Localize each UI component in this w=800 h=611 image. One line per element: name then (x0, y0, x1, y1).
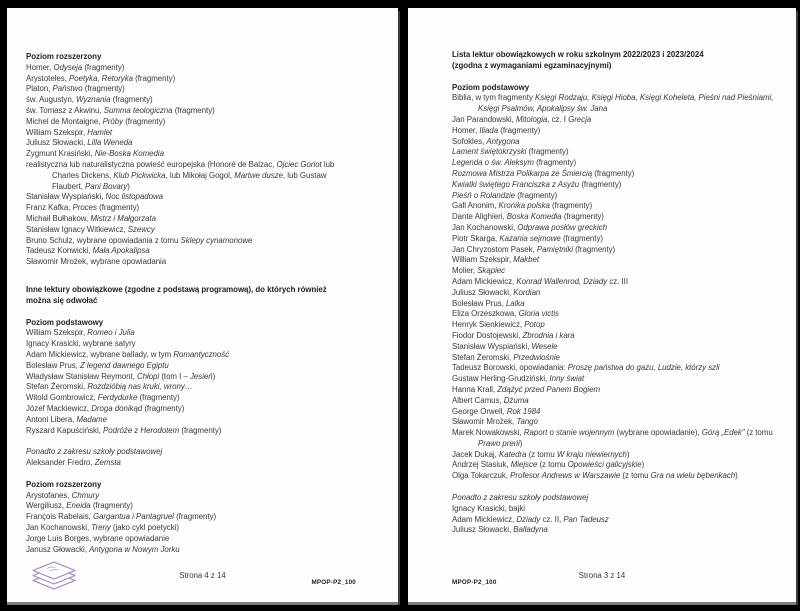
text-segment: Sławomir Mrożek, (452, 417, 517, 427)
text-segment: Stanisław Wyspiański, (26, 192, 106, 202)
text-segment: Michel de Montaigne, (26, 116, 103, 126)
text-segment: (fragmenty) (179, 425, 222, 435)
text-segment: (z tomu (537, 460, 568, 470)
text-line (452, 277, 794, 288)
text-segment: Ferdydurke (97, 393, 138, 403)
text-segment: (jako cykl poetycki) (110, 523, 179, 533)
text-line (26, 426, 395, 437)
text-segment: Flaubert, (52, 181, 86, 191)
text-segment: Wesele (531, 341, 558, 351)
text-line (452, 342, 794, 353)
text-segment: William Szekspir, (26, 328, 88, 338)
text-line (452, 115, 794, 126)
text-segment: cz. III (607, 276, 629, 286)
text-segment: Adam Mickiewicz, (452, 514, 517, 524)
text-segment: Inne lektury obowiązkowe (zgodne z podstawą programową), do których również (26, 284, 327, 294)
text-segment: Boska Komedia (506, 212, 562, 222)
text-line (26, 257, 395, 268)
text-segment: Gargantua i Pantagruel (92, 512, 174, 522)
text-segment: Lista lektur obowiązkowych w roku szkolnym 2022/2023 i 2023/2024 (452, 50, 704, 59)
text-segment: Pamiętniki (536, 244, 573, 254)
text-segment: Mała Apokalipsa (92, 246, 150, 256)
text-segment: Kronika polska (498, 201, 550, 211)
text-segment: Lalka (505, 298, 525, 308)
text-segment: Janusz Głowacki, (26, 544, 90, 554)
text-segment: Antygona (486, 136, 520, 146)
text-segment: Fiodor Dostojewski, (452, 330, 523, 340)
text-line (452, 439, 794, 450)
text-segment: Makbet (513, 255, 539, 265)
text-line (26, 296, 395, 307)
text-line (26, 318, 395, 329)
text-segment: Adam Mickiewicz, wybrane ballady, w tym (26, 349, 174, 359)
text-segment: Gra na wielu bębenkach (650, 471, 736, 481)
text-segment: Witold Gombrowicz, (26, 393, 98, 403)
text-line (452, 460, 794, 471)
text-line (452, 169, 794, 180)
text-segment: ) (641, 460, 645, 470)
text-line (26, 534, 395, 545)
text-line (452, 137, 794, 148)
text-segment: Władysław Stanisław Reymont, (26, 371, 137, 381)
text-segment: Bolesław Prus, (26, 360, 80, 370)
text-segment: Andrzej Stasiuk, (452, 460, 511, 470)
text-line (26, 95, 395, 106)
text-segment: Poetyka, Retoryka (69, 73, 133, 83)
text-line (452, 50, 794, 61)
text-segment: Legenda o św. Aleksym (452, 158, 534, 168)
text-segment: Zdążyć przed Panem Bogiem (497, 384, 600, 394)
text-line (452, 212, 794, 223)
text-segment: Rozmowa Mistrza Polikarpa ze Śmiercią (452, 168, 593, 178)
text-segment: (fragmenty) (142, 403, 185, 413)
text-segment: Marek Nowakowski, (452, 428, 524, 438)
text-segment: Grecja (568, 114, 592, 124)
text-segment: (fragmenty) (560, 233, 603, 243)
text-segment: (fragmenty) (90, 501, 133, 511)
text-segment: Summa teologiczna (103, 105, 173, 115)
text-segment: Księgi Psalmów, Apokalipsy św. Jana (478, 104, 608, 114)
text-line (26, 350, 395, 361)
text-segment: Lament świętokrzyski (452, 147, 527, 157)
text-segment: Jorge Luis Borges, wybrane opowiadanie (26, 533, 170, 543)
text-segment: realistyczna lub naturalistyczna powieść europejska (Honoré de Balzac, (26, 159, 277, 169)
text-segment: Ponadto z zakresu szkoły podstawowej (452, 493, 589, 503)
text-segment: Charles Dickens, (52, 170, 114, 180)
text-segment: Ryszard Kapuściński, (26, 425, 103, 435)
text-segment: George Orwell, (452, 406, 507, 416)
text-segment: Potop (524, 320, 545, 330)
text-line (26, 415, 395, 426)
text-segment: Zbrodnia i kara (522, 330, 575, 340)
text-segment: Olga Tokarczuk, (452, 471, 511, 481)
text-segment: Księgi Rodzaju, Księgi Hioba, Księgi Koheleta, Pieśni nad Pieśniami, (535, 93, 774, 103)
text-segment: Homer, (26, 62, 54, 72)
text-line (26, 512, 395, 523)
text-line (26, 149, 395, 160)
text-line (452, 320, 794, 331)
text-segment: Martwe dusze (234, 170, 283, 180)
text-line (452, 288, 794, 299)
text-line (26, 203, 395, 214)
text-segment: Jan Parandowski, (452, 114, 516, 124)
text-line (452, 266, 794, 277)
text-line (26, 128, 395, 139)
text-line (26, 285, 395, 296)
text-segment: Jan Chryzostom Pasek, (452, 244, 537, 254)
text-segment: Stefan Żeromski, (26, 382, 88, 392)
text-segment: Sofokles, (452, 136, 487, 146)
text-segment: Romeo i Julia (87, 328, 135, 338)
text-segment: (fragmenty) (572, 244, 616, 254)
text-line (452, 191, 794, 202)
text-segment: , cz. I (547, 114, 569, 124)
text-segment: Mistrz i Małgorzata (90, 213, 157, 223)
text-segment: Jan Kochanowski, (26, 523, 92, 533)
text-line (452, 223, 794, 234)
text-segment: Droga donikąd (91, 403, 143, 413)
text-segment: Szewcy (127, 224, 155, 234)
text-segment: Antoni Libera, (26, 414, 77, 424)
text-line (452, 126, 794, 137)
text-segment: (z tomu (744, 428, 773, 438)
text-segment: Wyznania (76, 95, 111, 105)
text-segment: Proszę państwa do gazu, Ludzie, którzy szli (567, 363, 720, 373)
text-line (26, 160, 395, 171)
text-segment: Arystoteles, (26, 73, 70, 83)
text-segment: Franz Kafka, (26, 203, 73, 213)
text-segment: Rok 1984 (506, 406, 541, 416)
text-segment: Tadeusz Konwicki, (26, 246, 93, 256)
text-line (452, 83, 794, 94)
text-segment: Z legend dawnego Egiptu (79, 360, 169, 370)
text-segment: Treny (91, 523, 111, 533)
text-line (26, 106, 395, 117)
text-segment: Podróże z Herodotem (103, 425, 180, 435)
text-segment: Jacek Dukaj, (452, 449, 499, 459)
text-segment: Henryk Sienkiewicz, (452, 320, 525, 330)
text-segment: Bolesław Prus, (452, 298, 506, 308)
text-line (26, 84, 395, 95)
text-segment: Pieśń o Rolandzie (452, 190, 516, 200)
text-segment: (fragmenty) (526, 147, 569, 157)
text-segment: Hanna Krall, (452, 384, 498, 394)
text-segment: Ignacy Krasicki, bajki (452, 503, 526, 513)
text-segment: Poziom rozszerzony (26, 52, 102, 61)
text-segment: Gustaw Herling-Grudziński, (452, 374, 550, 384)
text-segment: Raport o stanie wojennym (523, 428, 615, 438)
text-line (452, 147, 794, 158)
text-segment: Wergiliusz, (26, 501, 67, 511)
text-segment: ) (519, 438, 523, 448)
text-line (26, 225, 395, 236)
text-segment: (wybrane opowiadanie), (614, 428, 702, 438)
text-line (26, 138, 395, 149)
text-segment: Aleksander Fredro, (26, 458, 95, 468)
text-segment: Mitologia (515, 114, 548, 124)
text-line (26, 339, 395, 350)
text-segment: św. Tomasz z Akwinu, (26, 105, 104, 115)
text-segment: Eliza Orzeszkowa, (452, 309, 519, 319)
text-segment: (fragmenty) (533, 158, 577, 168)
text-line (452, 396, 794, 407)
text-line (26, 447, 395, 458)
text-segment: Kordian (513, 287, 541, 297)
text-line (26, 328, 395, 339)
text-segment: Arystofanes, (26, 490, 72, 500)
text-segment: ) (212, 371, 216, 381)
text-segment: Państwo (52, 84, 83, 94)
text-line (26, 192, 395, 203)
text-line (26, 74, 395, 85)
text-segment: (zgodna z wymaganiami egzaminacyjnymi) (452, 60, 612, 70)
text-line (452, 104, 794, 115)
text-segment: (z tomu (620, 471, 651, 481)
text-segment: Bruno Schulz, wybrane opowiadania z tomu (26, 235, 181, 245)
text-line (26, 182, 395, 193)
text-segment: Odyseja (53, 62, 83, 72)
text-segment: (fragmenty) (549, 201, 593, 211)
text-segment: W kraju niewiernych (556, 449, 627, 459)
text-segment: Romantyczność (173, 349, 230, 359)
text-segment: lub (321, 159, 335, 169)
text-segment: (fragmenty) (137, 393, 180, 403)
text-segment: Juliusz Słowacki, (452, 525, 514, 535)
text-segment: Gloria victis (518, 309, 559, 319)
text-segment: ) (127, 181, 130, 191)
text-segment: Katedra (498, 449, 527, 459)
text-segment: Dziady (516, 514, 541, 524)
text-line (452, 201, 794, 212)
text-segment: Odprawa posłów greckich (517, 222, 607, 232)
text-segment: Madame (76, 414, 107, 424)
text-line (26, 382, 395, 393)
text-segment: Homer, (452, 125, 480, 135)
text-segment: ) (626, 449, 630, 459)
text-line (26, 236, 395, 247)
form-code: MPOP-P2_100 (311, 579, 356, 586)
text-segment: (fragmenty) (110, 95, 153, 105)
text-segment: (fragmenty) (515, 190, 558, 200)
text-segment: Platon, (26, 84, 53, 94)
text-segment: Juliusz Słowacki, (452, 287, 514, 297)
text-line (452, 450, 794, 461)
text-line (26, 63, 395, 74)
text-line (452, 493, 794, 504)
text-segment: Gall Anonim, (452, 201, 499, 211)
text-line (452, 374, 794, 385)
text-segment: Prawo prerii (478, 438, 520, 448)
text-segment: Sławomir Mrożek, wybrane opowiadania (26, 257, 167, 267)
text-segment: (fragmenty) (173, 512, 217, 522)
text-line (26, 545, 395, 556)
text-segment: Skąpiec (477, 266, 506, 276)
text-segment: Józef Mackiewicz, (26, 403, 92, 413)
text-line (26, 480, 395, 491)
text-line (26, 246, 395, 257)
text-line (452, 407, 794, 418)
text-segment: Juliusz Słowacki, (26, 138, 88, 148)
text-line (452, 515, 794, 526)
text-line (26, 501, 395, 512)
text-segment: Noc listopadowa (105, 192, 163, 202)
text-segment: Opowieści galicyjskie (567, 460, 642, 470)
page-right-content (452, 50, 794, 536)
text-segment: Molier, (452, 266, 478, 276)
text-segment: Michaił Bułhakow, (26, 213, 91, 223)
text-segment: Antygona w Nowym Jorku (89, 544, 180, 554)
text-line (26, 52, 395, 63)
text-segment: (fragmenty) (498, 125, 541, 135)
text-segment: Nie-Boska Komedia (94, 149, 164, 159)
page-left-content (26, 52, 395, 555)
text-segment: Dante Alighieri, (452, 212, 507, 222)
text-segment: (fragmenty) (172, 105, 215, 115)
text-line (452, 234, 794, 245)
text-segment: Miejsce (510, 460, 538, 470)
text-line (452, 471, 794, 482)
text-line (452, 61, 794, 72)
text-line (26, 117, 395, 128)
text-segment: Chmury (71, 490, 100, 500)
text-segment: Iliada (479, 125, 499, 135)
text-line (452, 331, 794, 342)
text-segment: Inny świat (549, 374, 585, 384)
form-code: MPOP-P2_100 (452, 579, 497, 586)
text-segment: (fragmenty) (579, 179, 622, 189)
text-segment: Próby (102, 116, 124, 126)
text-line (452, 93, 794, 104)
text-segment: Albert Camus, (452, 395, 504, 405)
text-segment: św. Augustyn, (26, 95, 77, 105)
text-segment: Proces (72, 203, 97, 213)
text-segment: Pan Tadeusz (563, 514, 609, 524)
text-segment: cz. II, (540, 514, 564, 524)
text-segment: (fragmenty) (133, 73, 176, 83)
text-segment: Piotr Skarga, (452, 233, 500, 243)
text-line (452, 428, 794, 439)
text-segment: Jesień (190, 371, 213, 381)
text-line (26, 404, 395, 415)
text-segment: Tango (516, 417, 538, 427)
text-segment: Stanisław Wyspiański, (452, 341, 532, 351)
text-segment: Dżuma (503, 395, 529, 405)
text-segment: Chłopi (136, 371, 160, 381)
text-segment: Stefan Żeromski, (452, 352, 514, 362)
text-line (452, 245, 794, 256)
text-line (26, 393, 395, 404)
text-segment: Stanisław Ignacy Witkiewicz, (26, 224, 128, 234)
text-line (452, 309, 794, 320)
text-segment: można się odwołać (26, 295, 98, 305)
text-segment: Kazania sejmowe (499, 233, 561, 243)
text-line (452, 417, 794, 428)
text-segment: Ignacy Krasicki, wybrane satyry (26, 339, 136, 349)
text-segment: Pani Bovary (85, 181, 128, 191)
text-line (452, 385, 794, 396)
text-segment: Konrad Wallenrod, Dziady (516, 276, 608, 286)
text-segment: (fragmenty) (82, 62, 125, 72)
text-segment: Adam Mickiewicz, (452, 276, 517, 286)
text-line (26, 171, 395, 182)
text-line (452, 158, 794, 169)
text-segment: Poziom rozszerzony (26, 479, 102, 489)
text-line (452, 353, 794, 364)
text-segment: Jan Kochanowski, (452, 222, 518, 232)
text-segment: (fragmenty) (82, 84, 125, 94)
text-segment: (fragmenty) (561, 212, 604, 222)
text-segment: (fragmenty) (96, 203, 140, 213)
text-segment: William Szekspir, (26, 127, 88, 137)
text-segment: Przedwiośnie (513, 352, 560, 362)
text-segment: Ojciec Goriot (276, 159, 322, 169)
page-number: Strona 3 z 14 (578, 571, 626, 580)
text-segment: Klub Pickwicka (113, 170, 166, 180)
text-segment: Górą „Edek” (701, 428, 745, 438)
text-segment: Profesor Andrews w Warszawie (510, 471, 621, 481)
text-segment: François Rabelais, (26, 512, 93, 522)
text-segment: Rozdzióbią nas kruki, wrony… (87, 382, 193, 392)
text-segment: (tom I – (159, 371, 190, 381)
text-segment: ) (735, 471, 738, 481)
text-line (452, 504, 794, 515)
text-line (26, 361, 395, 372)
text-segment: (z tomu (526, 449, 557, 459)
text-segment: (fragmenty) (123, 116, 166, 126)
text-line (26, 458, 395, 469)
text-segment: Biblia, w tym fragmenty (452, 93, 536, 103)
text-segment: Lilla Weneda (87, 138, 133, 148)
text-line (452, 180, 794, 191)
text-line (26, 214, 395, 225)
text-segment: Eneida (66, 501, 91, 511)
text-line (26, 523, 395, 534)
text-segment: Ponadto z zakresu szkoły podstawowej (26, 447, 163, 457)
text-segment: (fragmenty) (592, 168, 635, 178)
text-line (26, 372, 395, 383)
text-segment: Poziom podstawowy (452, 82, 530, 92)
text-segment: Balladyna (513, 525, 548, 535)
text-segment: , lub Gustaw (282, 170, 327, 180)
page-number: Strona 4 z 14 (179, 571, 226, 580)
page-right (408, 8, 796, 602)
text-segment: Kwiatki świętego Franciszka z Asyżu (452, 179, 580, 189)
text-segment: Zemsta (94, 458, 121, 468)
text-line (452, 255, 794, 266)
text-line (26, 491, 395, 502)
text-line (452, 363, 794, 374)
text-segment: William Szekspir, (452, 255, 514, 265)
text-line (452, 525, 794, 536)
text-segment: Zygmunt Krasiński, (26, 149, 95, 159)
text-segment: Hamlet (87, 127, 113, 137)
text-segment: Tadeusz Borowski, opowiadania: (452, 363, 568, 373)
page-left (7, 8, 398, 602)
text-segment: Sklepy cynamonowe (180, 235, 253, 245)
text-segment: Poziom podstawowy (26, 317, 104, 327)
text-line (452, 299, 794, 310)
text-segment: , lub Mikołaj Gogol, (165, 170, 235, 180)
